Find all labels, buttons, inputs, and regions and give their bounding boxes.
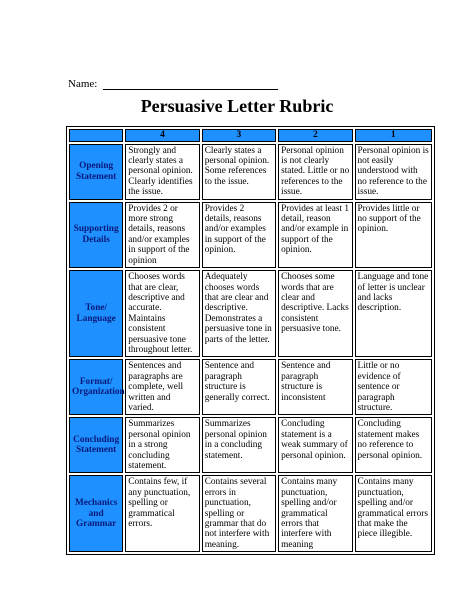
score-2-cell: Contains many punctuation, spelling and/or grammatical errors that interfere with meaning	[278, 475, 352, 552]
rubric-table	[66, 126, 435, 555]
score-1-cell: Personal opinion is not easily understood with no reference to the issue.	[355, 144, 432, 200]
score-3-cell: Contains several errors in punctuation, spelling or grammar that do not interfere with meaning.	[202, 475, 276, 552]
score-1-cell: Contains many punctuation, spelling and/or grammatical errors that make the piece illegible.	[355, 475, 432, 552]
score-2-cell: Chooses some words that are clear and descriptive. Lacks consistent persuasive tone.	[278, 270, 352, 357]
score-4-cell: Strongly and clearly states a personal opinion. Clearly identifies the issue.	[125, 144, 199, 200]
score-1-cell: Provides little or no support of the opinion.	[355, 202, 432, 268]
score-2-cell: Concluding statement is a weak summary of personal opinion.	[278, 417, 352, 473]
page-title: Persuasive Letter Rubric	[140, 96, 334, 116]
score-3-cell: Clearly states a personal opinion. Some references to the issue.	[202, 144, 276, 200]
category-cell: Format/ Organization	[69, 359, 123, 415]
score-4-cell: Provides 2 or more strong details, reasons and/or examples in support of the opinion	[125, 202, 199, 268]
score-header-4: 4	[125, 129, 199, 142]
name-label: Name:	[68, 78, 98, 90]
table-row	[69, 270, 432, 357]
table-row	[69, 202, 432, 268]
score-2-cell: Sentence and paragraph structure is inconsistent	[278, 359, 352, 415]
category-cell: Mechanics and Grammar	[69, 475, 123, 552]
table-row	[69, 144, 432, 200]
score-2-cell: Provides at least 1 detail, reason and/or example in support of the opinion.	[278, 202, 352, 268]
category-cell: Opening Statement	[69, 144, 123, 200]
category-cell: Tone/ Language	[69, 270, 123, 357]
score-1-cell: Language and tone of letter is unclear and lacks description.	[355, 270, 432, 357]
table-row	[69, 475, 432, 552]
score-3-cell: Summarizes personal opinion in a concluding statement.	[202, 417, 276, 473]
score-header-1: 1	[355, 129, 432, 142]
name-underline[interactable]	[103, 78, 278, 90]
score-header-2: 2	[278, 129, 352, 142]
score-3-cell: Adequately chooses words that are clear and descriptive. Demonstrates a persuasive tone in parts of the letter.	[202, 270, 276, 357]
score-3-cell: Sentence and paragraph structure is generally correct.	[202, 359, 276, 415]
score-2-cell: Personal opinion is not clearly stated. Little or no references to the issue.	[278, 144, 352, 200]
score-3-cell: Provides 2 details, reasons and/or examples in support of the opinion.	[202, 202, 276, 268]
score-4-cell: Sentences and paragraphs are complete, well written and varied.	[125, 359, 199, 415]
name-field[interactable]	[68, 78, 278, 90]
score-1-cell: Little or no evidence of sentence or paragraph structure.	[355, 359, 432, 415]
category-cell: Concluding Statement	[69, 417, 123, 473]
score-1-cell: Concluding statement makes no reference to personal opinion.	[355, 417, 432, 473]
score-header-3: 3	[202, 129, 276, 142]
score-4-cell: Chooses words that are clear, descriptive and accurate. Maintains consistent persuasive tone throughout letter.	[125, 270, 199, 357]
header-row	[69, 129, 432, 142]
table-row	[69, 359, 432, 415]
score-4-cell: Summarizes personal opinion in a strong concluding statement.	[125, 417, 199, 473]
category-cell: Supporting Details	[69, 202, 123, 268]
table-row	[69, 417, 432, 473]
score-4-cell: Contains few, if any punctuation, spelling or grammatical errors.	[125, 475, 199, 552]
header-corner	[69, 129, 123, 142]
